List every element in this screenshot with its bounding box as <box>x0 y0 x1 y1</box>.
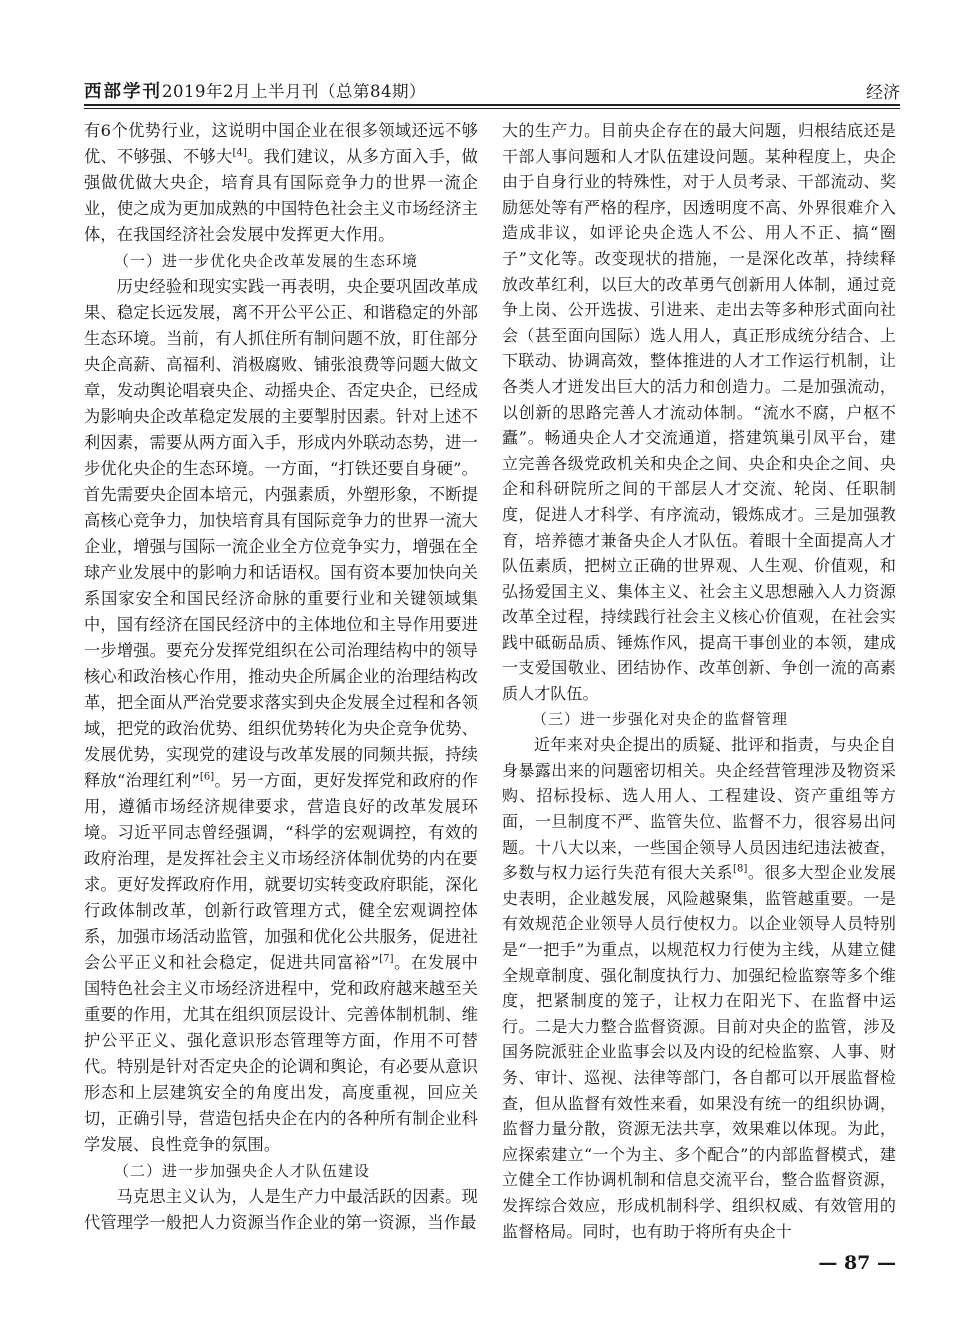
journal-name: 西部学刊 <box>84 82 162 102</box>
left-column <box>84 118 478 1236</box>
paragraph: 有6个优势行业，这说明中国企业在很多领域还远不够优、不够强、不够大[4]。我们建议，从多方面入手，做强做优做大央企，培育具有国际竞争力的世界一流企业，使之成为更加成熟的中国特色社会主义市场经济主体，在我国经济社会发展中发挥更大作用。 <box>84 121 478 244</box>
section-label: 经济 <box>866 83 900 103</box>
journal-info <box>84 78 426 103</box>
citation: [4] <box>232 147 247 159</box>
paragraph: 马克思主义认为，人是生产力中最活跃的因素。现代管理学一般把人力资源当作企业的第一资源，当作最 <box>84 1187 478 1232</box>
paragraph: 历史经验和现实实践一再表明，央企要巩固改革成果、稳定长远发展，离不开公平公正、和谐稳定的外部生态环境。当前，有人抓住所有制问题不放，盯住部分央企高薪、高福利、消极腐败、铺张浪费等问题大做文章，发动舆论唱衰央企、动摇央企、否定央企，已经成为影响央企改革稳定发展的主要掣肘因素。针对上述不利因素，需要从两方面入手，形成内外联动态势，进一步优化央企的生态环境。一方面，“打铁还要自身硬”。首先需要央企固本培元，内强素质，外塑形象，不断提高核心竞争力，加快培育具有国际竞争力的世界一流大企业，增强与国际一流企业全方位竞争实力，增强在全球产业发展中的影响力和话语权。国有资本要加快向关系国家安全和国民经济命脉的重要行业和关键领域集中，国有经济在国民经济中的主体地位和主导作用要进一步增强。要充分发挥党组织在公司治理结构中的领导核心和政治核心作用，推动央企所属企业的治理结构改革，把全面从严治党要求落实到央企发展全过程和各领域，把党的政治优势、组织优势转化为央企竞争优势、发展优势，实现党的建设与改革发展的同频共振，持续释放“治理红利”[6]。另一方面，更好发挥党和政府的作用，遵循市场经济规律要求，营造良好的改革发展环境。习近平同志曾经强调，“科学的宏观调控，有效的政府治理，是发挥社会主义市场经济体制优势的内在要求。更好发挥政府作用，就要切实转变政府职能，深化行政体制改革，创新行政管理方式，健全宏观调控体系，加强市场活动监管，加强和优化公共服务，促进社会公平正义和社会稳定，促进共同富裕”[7]。在发展中国特色社会主义市场经济进程中，党和政府越来越至关重要的作用，尤其在组织顶层设计、完善体制机制、维护公平正义、强化意识形态管理等方面，作用不可替代。特别是针对否定央企的论调和舆论，有必要从意识形态和上层建筑安全的角度出发，高度重视，回应关切，正确引导，营造包括央企在内的各种所有制企业科学发展、良性竞争的氛围。 <box>84 277 479 1154</box>
right-column <box>502 118 896 1244</box>
paragraph: 近年来对央企提出的质疑、批评和指责，与央企自身暴露出来的问题密切相关。央企经营管理涉及物资采购、招标投标、选人用人、工程建设、资产重组等方面，一旦制度不严、监管失位、监督不力，很容易出问题。十八大以来，一些国企领导人员因违纪违法被查，多数与权力运行失范有很大关系[8]。很多大型企业发展史表明，企业越发展，风险越聚集，监管越重要。一是有效规范企业领导人员行使权力。以企业领导人员特别是“一把手”为重点，以规范权力行使为主线，从建立健全规章制度、强化制度执行力、加强纪检监察等多个维度，把紧制度的笼子，让权力在阳光下、在监督中运行。二是大力整合监督资源。目前对央企的监管，涉及国务院派驻企业监事会以及内设的纪检监察、人事、财务、审计、巡视、法律等部门，各自都可以开展监督检查，但从监督有效性来看，如果没有统一的组织协调，监督力量分散，资源无法共享，效果难以体现。为此，应探索建立“一个为主、多个配合”的内部监督模式，建立健全工作协调机制和信息交流平台，整合监督资源，发挥综合效应，形成机制科学、组织权威、有效管用的监督格局。同时，也有助于将所有央企十 <box>502 735 896 1241</box>
citation: [6] <box>199 771 215 783</box>
journal-issue: 2019年2月上半月刊（总第84期） <box>162 82 426 101</box>
section-heading: （二）进一步加强央企人才队伍建设 <box>114 1162 371 1180</box>
citation: [7] <box>379 953 394 965</box>
header-rule-thin <box>84 108 900 109</box>
section-heading: （一）进一步优化央企改革发展的生态环境 <box>114 252 419 270</box>
page-number: — 87 — <box>818 1252 896 1274</box>
page-header <box>84 72 900 106</box>
section-heading: （三）进一步强化对央企的监督管理 <box>532 709 789 728</box>
paragraph: 大的生产力。目前央企存在的最大问题，归根结底还是干部人事问题和人才队伍建设问题。某种程度上，央企由于自身行业的特殊性，对于人员考录、干部流动、奖励惩处等有严格的程序，因透明度不高、外界很难介入造成非议，如评论央企选人不公、用人不正、搞“圈子”文化等。改变现状的措施，一是深化改革，持续释放改革红利，以巨大的改革勇气创新用人体制，通过竞争上岗、公开选拔、引进来、走出去等多种形式面向社会（甚至面向国际）选人用人，真正形成统分结合、上下联动、协调高效，整体推进的人才工作运行机制，让各类人才迸发出巨大的活力和创造力。二是加强流动，以创新的思路完善人才流动体制。“流水不腐，户枢不蠹”。畅通央企人才交流通道，搭建筑巢引凤平台，建立完善各级党政机关和央企之间、央企和央企之间、央企和科研院所之间的干部层人才交流、轮岗、任职制度，促进人才科学、有序流动，锻炼成才。三是加强教育，培养德才兼备央企人才队伍。着眼十全面提高人才队伍素质，把树立正确的世界观、人生观、价值观，和弘扬爱国主义、集体主义、社会主义思想融入人力资源改革全过程，持续践行社会主义核心价值观，在社会实践中砥砺品质、锤炼作风，提高干事创业的本领，建成一支爱国敬业、团结协作、改革创新、争创一流的高素质人才队伍。 <box>502 121 896 704</box>
header-rule-thick <box>84 104 900 106</box>
citation: [8] <box>733 863 748 875</box>
